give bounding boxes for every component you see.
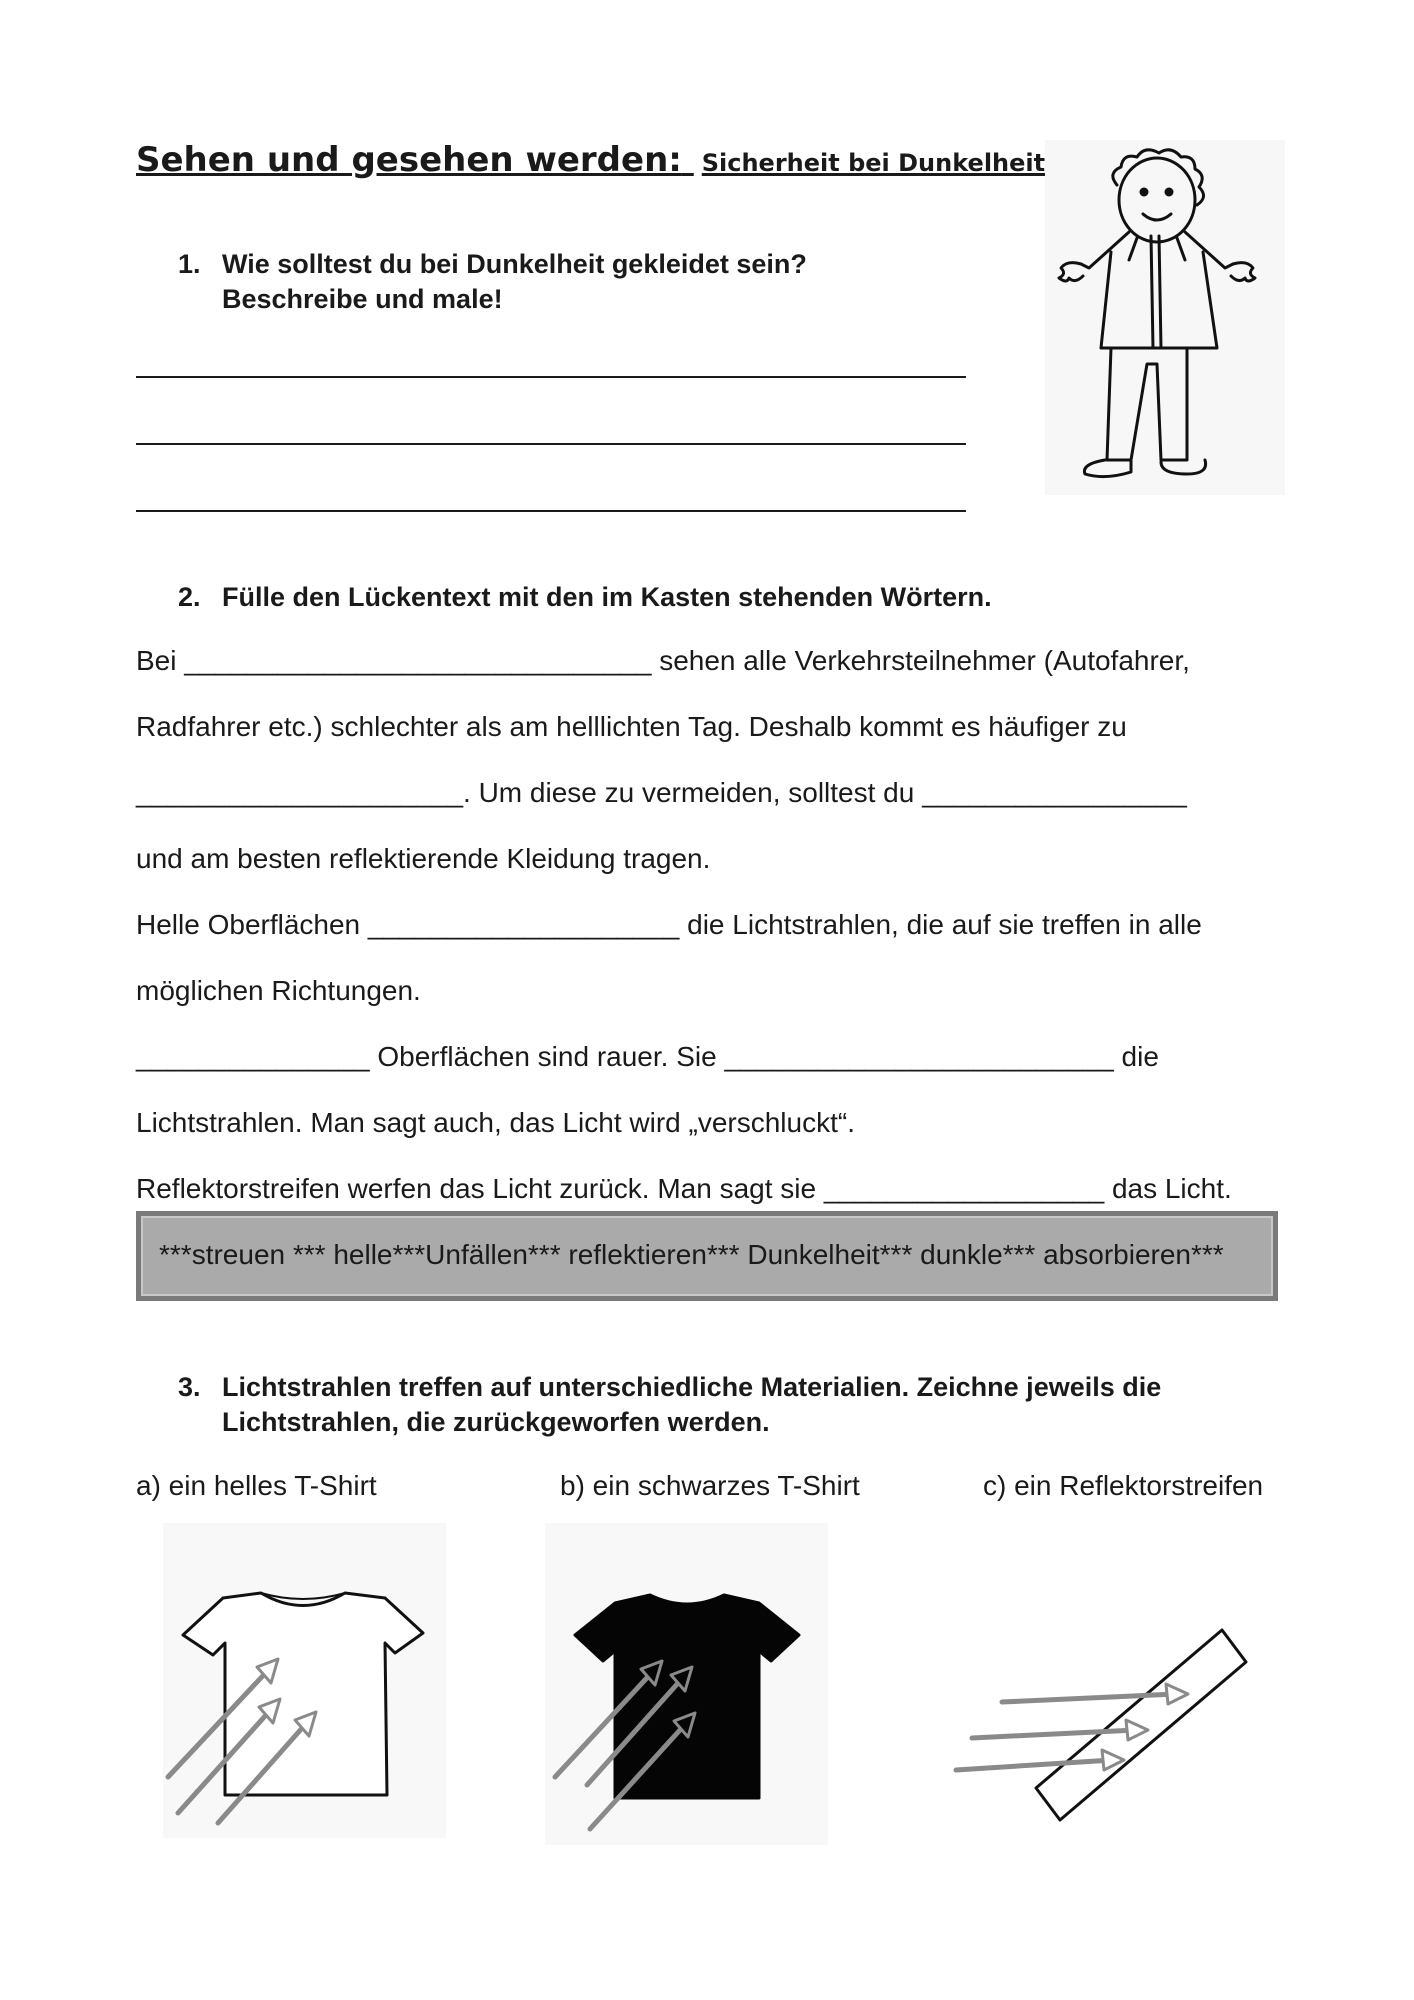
cloze-line-8: Lichtstrahlen. Man sagt auch, das Licht wird „verschluckt“. bbox=[136, 1107, 855, 1138]
question-2-text: Fülle den Lückentext mit den im Kasten stehenden Wörtern. bbox=[222, 582, 992, 612]
question-1-line2: Beschreibe und male! bbox=[222, 284, 503, 314]
item-a-label: a) ein helles T-Shirt bbox=[136, 1470, 377, 1501]
question-3-number: 3. bbox=[178, 1372, 201, 1402]
cloze-line-3: _____________________. Um diese zu vermeiden, solltest du _________________ bbox=[136, 777, 1187, 808]
cloze-line-9: Reflektorstreifen werfen das Licht zurück. Man sagt sie __________________ das Licht. bbox=[136, 1173, 1232, 1204]
question-2-number: 2. bbox=[178, 582, 201, 612]
reflector-strip-icon bbox=[950, 1610, 1250, 1830]
word-box: ***streuen *** helle***Unfällen*** reflektieren*** Dunkelheit*** dunkle*** absorbieren*** bbox=[136, 1211, 1278, 1301]
boy-illustration bbox=[1045, 140, 1285, 495]
question-3-line2: Lichtstrahlen, die zurückgeworfen werden. bbox=[222, 1407, 770, 1437]
question-1-line1: Wie solltest du bei Dunkelheit gekleidet sein? bbox=[222, 249, 807, 279]
cloze-line-7: _______________ Oberflächen sind rauer. Sie _________________________ die bbox=[136, 1041, 1159, 1072]
question-2 bbox=[0, 580, 1100, 620]
answer-line-3[interactable] bbox=[136, 510, 966, 512]
answer-line-1[interactable] bbox=[136, 376, 966, 378]
question-3-line1: Lichtstrahlen treffen auf unterschiedliche Materialien. Zeichne jeweils die bbox=[222, 1372, 1162, 1402]
answer-line-2[interactable] bbox=[136, 443, 966, 445]
question-3 bbox=[0, 1370, 1300, 1450]
item-b-label: b) ein schwarzes T-Shirt bbox=[560, 1470, 860, 1501]
cloze-line-2: Radfahrer etc.) schlechter als am helllichten Tag. Deshalb kommt es häufiger zu bbox=[136, 711, 1127, 742]
title-subtitle: Sicherheit bei Dunkelheit bbox=[701, 149, 1046, 177]
cloze-line-6: möglichen Richtungen. bbox=[136, 975, 421, 1006]
item-c-label: c) ein Reflektorstreifen bbox=[983, 1470, 1264, 1501]
white-tshirt-icon bbox=[163, 1523, 446, 1838]
title-main: Sehen und gesehen werden: bbox=[136, 140, 682, 180]
page-title bbox=[136, 140, 1045, 180]
cloze-line-4: und am besten reflektierende Kleidung tragen. bbox=[136, 843, 711, 874]
question-1 bbox=[0, 247, 1000, 327]
question-1-number: 1. bbox=[178, 249, 201, 279]
black-tshirt-icon bbox=[545, 1523, 828, 1845]
cloze-line-5: Helle Oberflächen ____________________ die Lichtstrahlen, die auf sie treffen in alle bbox=[136, 909, 1202, 940]
cloze-line-1: Bei ______________________________ sehen alle Verkehrsteilnehmer (Autofahrer, bbox=[136, 645, 1190, 676]
